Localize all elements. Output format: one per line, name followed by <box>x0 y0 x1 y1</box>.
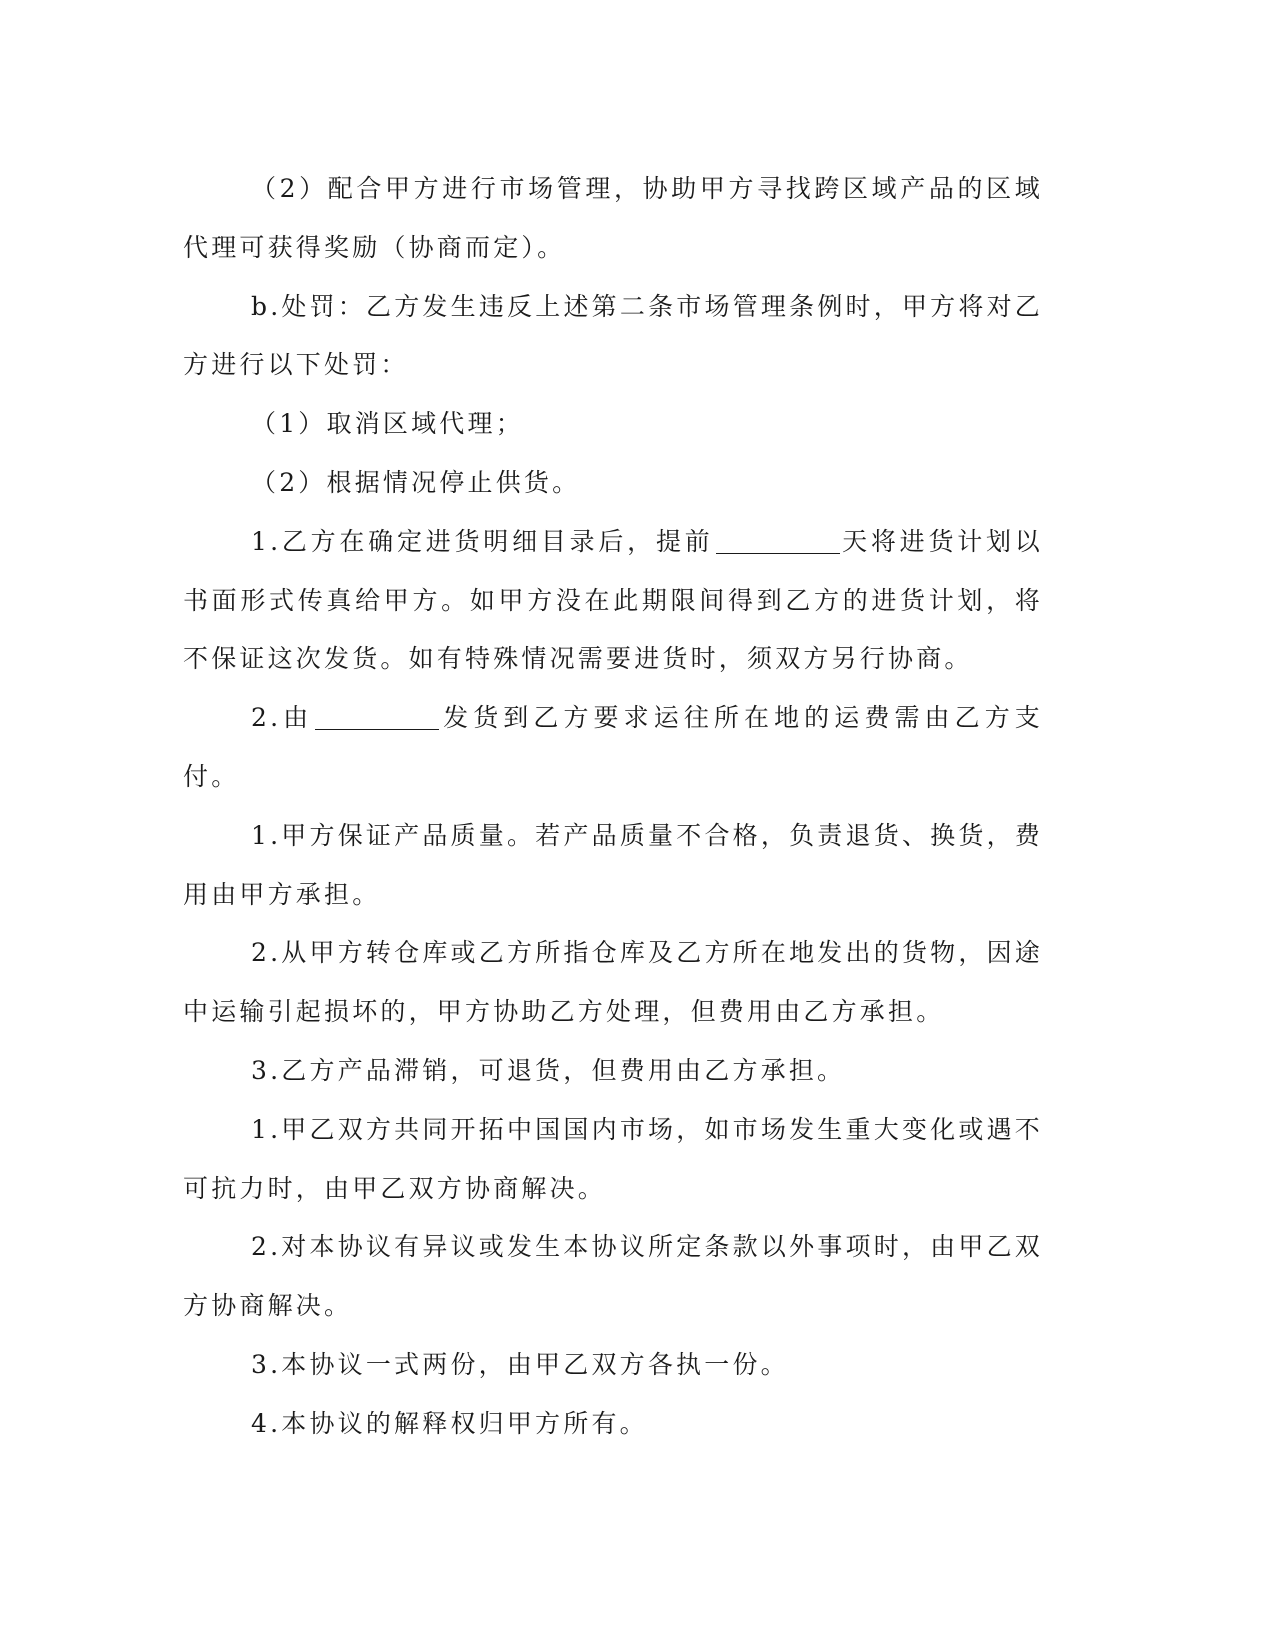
paragraph-text: b.处罚：乙方发生违反上述第二条市场管理条例时，甲方将对乙方进行以下处罚： <box>183 291 1043 380</box>
paragraph-quality-guarantee <box>183 807 1043 925</box>
paragraph-dispute-resolution <box>183 1218 1043 1336</box>
paragraph-text-before-blank: 1.乙方在确定进货明细目录后，提前 <box>251 526 714 556</box>
paragraph-interpretation-right <box>183 1395 1043 1454</box>
paragraph-order-plan <box>183 513 1043 689</box>
paragraph-slow-sales-return <box>183 1042 1043 1101</box>
fill-in-blank-days[interactable] <box>716 528 840 554</box>
paragraph-text-before-blank: 2.由 <box>251 703 314 733</box>
paragraph-transit-damage <box>183 924 1043 1042</box>
paragraph-reward-clause <box>183 160 1043 278</box>
paragraph-text: 2.从甲方转仓库或乙方所指仓库及乙方所在地发出的货物，因途中运输引起损坏的，甲方协助乙方处理，但费用由乙方承担。 <box>183 938 1043 1027</box>
paragraph-text: 2.对本协议有异议或发生本协议所定条款以外事项时，由甲乙双方协商解决。 <box>183 1232 1043 1321</box>
document-body <box>183 160 1043 1454</box>
paragraph-text-after-blank: 发货到乙方要求运往所在地的运费需由乙方支付。 <box>183 703 1043 791</box>
paragraph-penalty-item-1 <box>183 395 1043 454</box>
paragraph-text: 1.甲乙双方共同开拓中国国内市场，如市场发生重大变化或遇不可抗力时，由甲乙双方协商解决。 <box>183 1114 1043 1203</box>
paragraph-text: 3.乙方产品滞销，可退货，但费用由乙方承担。 <box>251 1055 846 1085</box>
paragraph-text: 3.本协议一式两份，由甲乙双方各执一份。 <box>251 1349 789 1379</box>
paragraph-text: （1）取消区域代理； <box>251 409 524 439</box>
paragraph-text: （2）配合甲方进行市场管理，协助甲方寻找跨区域产品的区域代理可获得奖励（协商而定）。 <box>183 174 1043 262</box>
paragraph-penalty-item-2 <box>183 454 1043 513</box>
paragraph-shipping-cost <box>183 689 1043 807</box>
paragraph-market-development <box>183 1101 1043 1219</box>
paragraph-text: 4.本协议的解释权归甲方所有。 <box>251 1408 648 1438</box>
paragraph-penalty-heading <box>183 278 1043 396</box>
paragraph-text: 1.甲方保证产品质量。若产品质量不合格，负责退货、换货，费用由甲方承担。 <box>183 820 1043 909</box>
paragraph-text: （2）根据情况停止供货。 <box>251 467 581 497</box>
paragraph-copies <box>183 1336 1043 1395</box>
fill-in-blank-shipper[interactable] <box>315 704 439 730</box>
paragraph-text-after-blank: 天将进货计划以书面形式传真给甲方。如甲方没在此期限间得到乙方的进货计划，将不保证这次发货。如有特殊情况需要进货时，须双方另行协商。 <box>183 526 1043 674</box>
